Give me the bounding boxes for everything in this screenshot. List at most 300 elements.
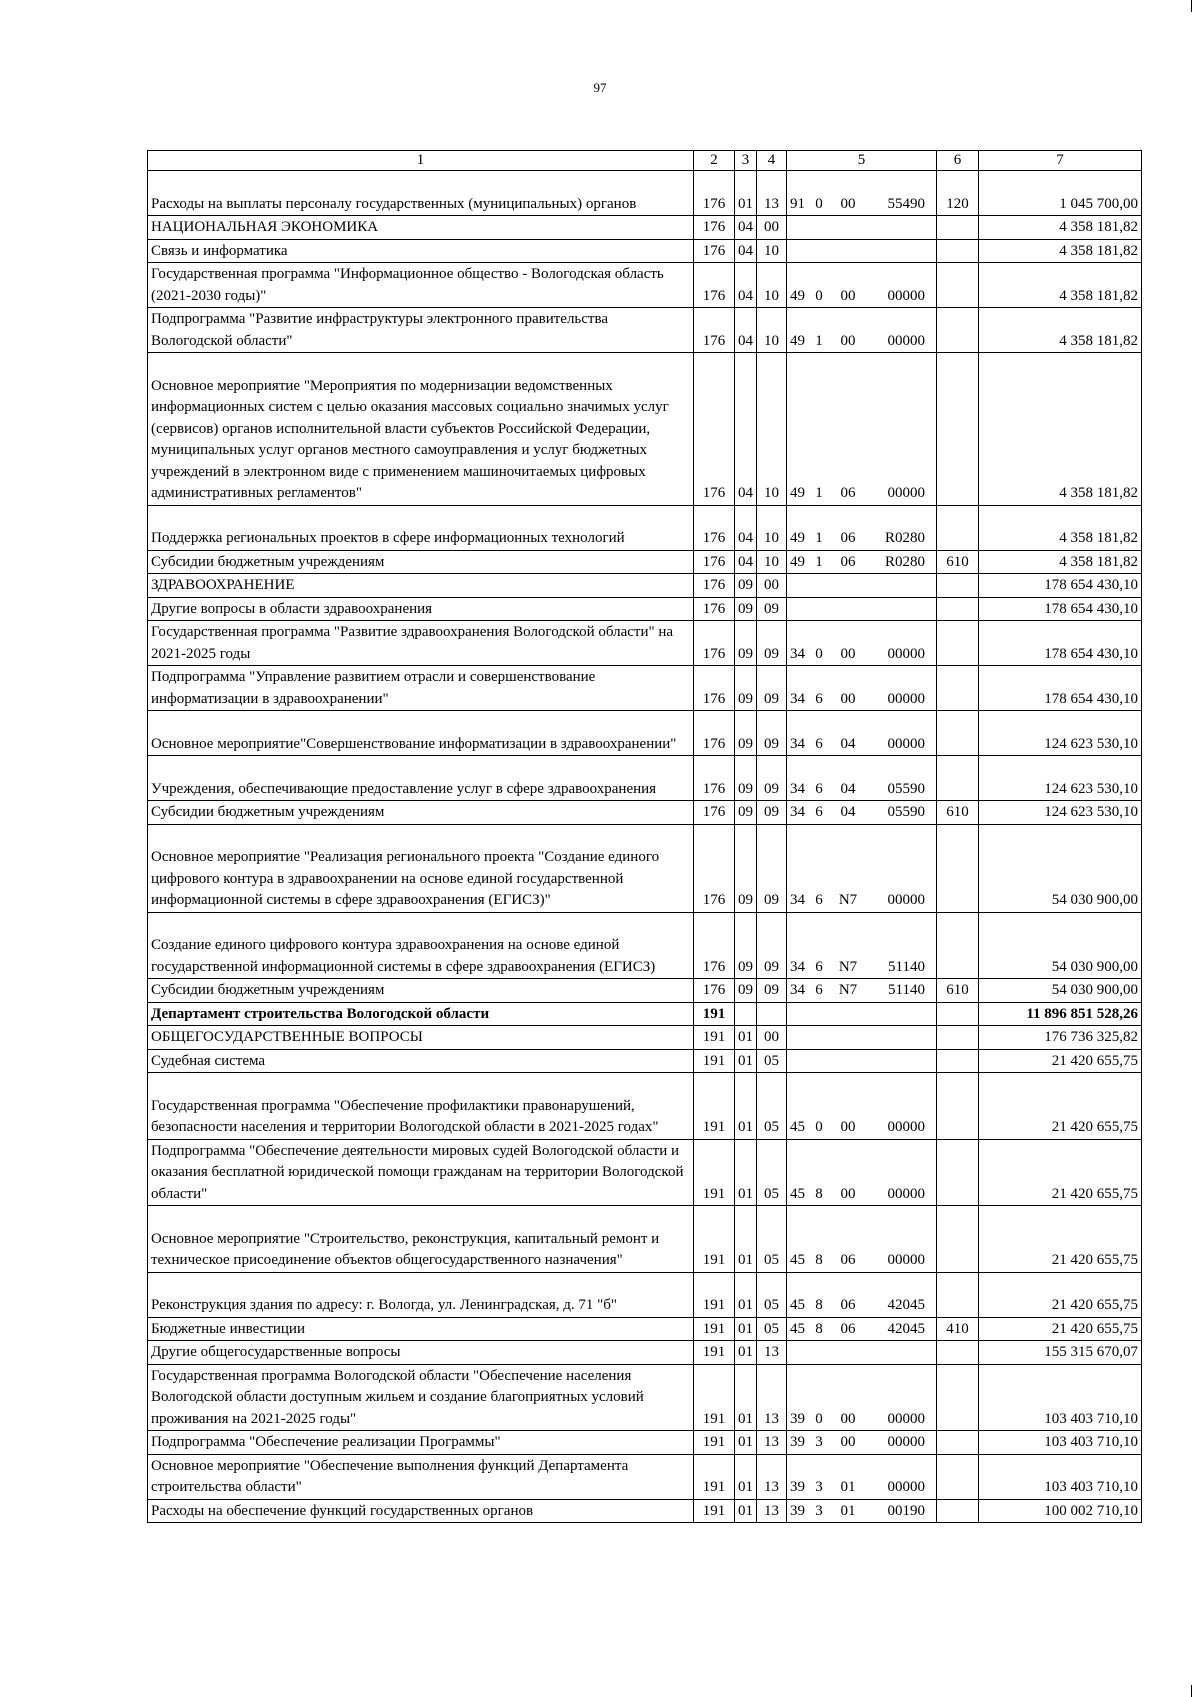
ved-code-cell: 176 <box>694 550 735 574</box>
expense-type-cell <box>937 353 979 506</box>
ved-code-cell: 176 <box>694 912 735 979</box>
subsection-code-cell: 10 <box>757 353 787 506</box>
amount-cell: 103 403 710,10 <box>979 1364 1142 1431</box>
target-article-code <box>790 483 933 505</box>
expense-type-cell <box>937 263 979 308</box>
target-article-code <box>790 980 933 1002</box>
table-row <box>148 711 1142 756</box>
target-article-code <box>790 1432 933 1454</box>
target-article-part: 00000 <box>887 332 925 349</box>
amount-cell: 124 623 530,10 <box>979 801 1142 825</box>
table-row <box>148 1499 1142 1523</box>
target-article-part: 1 <box>815 485 823 501</box>
expense-type-cell <box>937 912 979 979</box>
subsection-code-cell: 13 <box>757 1364 787 1431</box>
target-article-cell <box>787 1341 937 1365</box>
target-article-cell <box>787 1454 937 1499</box>
amount-cell: 21 420 655,75 <box>979 1049 1142 1073</box>
amount-cell: 21 420 655,75 <box>979 1272 1142 1317</box>
section-code-cell: 01 <box>735 1272 757 1317</box>
table-row <box>148 1073 1142 1140</box>
subsection-code-cell: 13 <box>757 1499 787 1523</box>
section-code-cell: 09 <box>735 621 757 666</box>
subsection-code-cell: 00 <box>757 574 787 598</box>
subsection-code-cell: 05 <box>757 1049 787 1073</box>
amount-cell: 176 736 325,82 <box>979 1026 1142 1050</box>
ved-code-cell: 176 <box>694 308 735 353</box>
target-article-part: 6 <box>815 804 823 820</box>
table-row <box>148 1272 1142 1317</box>
target-article-part: 00000 <box>887 485 925 501</box>
amount-cell: 178 654 430,10 <box>979 574 1142 598</box>
target-article-part: 45 <box>790 1119 805 1135</box>
amount-cell: 21 420 655,75 <box>979 1139 1142 1206</box>
target-article-code <box>790 1184 933 1206</box>
header-cell: 6 <box>937 151 979 171</box>
section-code-cell: 01 <box>735 1431 757 1455</box>
row-name-cell: Расходы на обеспечение функций государственных органов <box>148 1499 694 1523</box>
target-article-cell <box>787 711 937 756</box>
target-article-code <box>790 734 933 756</box>
target-article-cell <box>787 574 937 598</box>
expense-type-cell <box>937 1026 979 1050</box>
section-code-cell: 04 <box>735 505 757 550</box>
subsection-code-cell: 10 <box>757 550 787 574</box>
target-article-part: 49 <box>790 485 805 501</box>
target-article-part: 42045 <box>887 1320 925 1337</box>
ved-code-cell: 176 <box>694 666 735 711</box>
target-article-code <box>790 1319 933 1341</box>
ved-code-cell: 176 <box>694 353 735 506</box>
expense-type-cell <box>937 1341 979 1365</box>
target-article-cell <box>787 1272 937 1317</box>
expense-type-cell <box>937 1454 979 1499</box>
ved-code-cell: 191 <box>694 1026 735 1050</box>
target-article-part: 1 <box>815 553 823 570</box>
row-name-cell: Подпрограмма "Управление развитием отрасли и совершенствование информатизации в здравоохранении" <box>148 666 694 711</box>
header-cell: 3 <box>735 151 757 171</box>
target-article-code <box>790 802 933 824</box>
target-article-cell <box>787 216 937 240</box>
target-article-cell <box>787 912 937 979</box>
scan-edge-mark-bottom <box>1191 1685 1192 1697</box>
ved-code-cell: 191 <box>694 1049 735 1073</box>
row-name-cell: Государственная программа Вологодской области "Обеспечение населения Вологодской области доступным жильем и создание благоприятных условий проживания на 2021-2025 годы" <box>148 1364 694 1431</box>
target-article-part: 00000 <box>887 1185 925 1202</box>
target-article-part: 45 <box>790 1185 805 1202</box>
target-article-cell <box>787 621 937 666</box>
subsection-code-cell: 09 <box>757 621 787 666</box>
target-article-cell <box>787 1073 937 1140</box>
ved-code-cell: 176 <box>694 171 735 216</box>
expense-type-cell: 410 <box>937 1317 979 1341</box>
table-header-row <box>148 151 1142 171</box>
target-article-cell <box>787 1002 937 1026</box>
target-article-code <box>790 1501 933 1523</box>
target-article-cell <box>787 824 937 912</box>
ved-code-cell: 176 <box>694 824 735 912</box>
amount-cell: 100 002 710,10 <box>979 1499 1142 1523</box>
table-row <box>148 505 1142 550</box>
header-cell: 5 <box>787 151 937 171</box>
table-row <box>148 1431 1142 1455</box>
table-row <box>148 597 1142 621</box>
target-article-part: 00000 <box>887 1410 925 1427</box>
subsection-code-cell: 13 <box>757 1341 787 1365</box>
row-name-cell: Субсидии бюджетным учреждениям <box>148 801 694 825</box>
row-name-cell: Основное мероприятие "Обеспечение выполнения функций Департамента строительства области" <box>148 1454 694 1499</box>
target-article-code <box>790 1409 933 1431</box>
header-cell: 7 <box>979 151 1142 171</box>
section-code-cell: 09 <box>735 824 757 912</box>
target-article-part: 8 <box>815 1320 823 1337</box>
target-article-part: 91 <box>790 195 805 212</box>
target-article-code <box>790 552 933 574</box>
section-code-cell: 01 <box>735 1341 757 1365</box>
target-article-part: 00000 <box>887 1252 925 1268</box>
target-article-cell <box>787 1049 937 1073</box>
expense-type-cell: 610 <box>937 550 979 574</box>
target-article-part: 34 <box>790 804 805 820</box>
table-row <box>148 550 1142 574</box>
row-name-cell: Подпрограмма "Развитие инфраструктуры электронного правительства Вологодской области" <box>148 308 694 353</box>
table-row <box>148 1341 1142 1365</box>
row-name-cell: НАЦИОНАЛЬНАЯ ЭКОНОМИКА <box>148 216 694 240</box>
row-name-cell: ЗДРАВООХРАНЕНИЕ <box>148 574 694 598</box>
target-article-cell <box>787 550 937 574</box>
section-code-cell: 01 <box>735 1499 757 1523</box>
expense-type-cell <box>937 597 979 621</box>
section-code-cell: 04 <box>735 550 757 574</box>
target-article-part: 6 <box>815 735 823 752</box>
target-article-part: 00190 <box>887 1502 925 1519</box>
amount-cell: 1 045 700,00 <box>979 171 1142 216</box>
target-article-code <box>790 1117 933 1139</box>
target-article-cell <box>787 308 937 353</box>
ved-code-cell: 176 <box>694 621 735 666</box>
amount-cell: 155 315 670,07 <box>979 1341 1142 1365</box>
expense-type-cell <box>937 308 979 353</box>
target-article-part: 0 <box>815 287 823 304</box>
section-code-cell: 01 <box>735 1454 757 1499</box>
row-name-cell: Поддержка региональных проектов в сфере информационных технологий <box>148 505 694 550</box>
target-article-part: 04 <box>840 735 856 752</box>
table-row <box>148 1049 1142 1073</box>
subsection-code-cell <box>757 1002 787 1026</box>
table-row <box>148 756 1142 801</box>
target-article-part: 39 <box>790 1410 805 1427</box>
target-article-part: 34 <box>790 892 805 908</box>
table-row <box>148 216 1142 240</box>
ved-code-cell: 176 <box>694 239 735 263</box>
target-article-cell <box>787 1499 937 1523</box>
target-article-part: 45 <box>790 1297 805 1313</box>
expense-type-cell <box>937 1364 979 1431</box>
subsection-code-cell: 10 <box>757 263 787 308</box>
row-name-cell: Государственная программа "Информационное общество - Вологодская область (2021-2030 годы)" <box>148 263 694 308</box>
amount-cell: 103 403 710,10 <box>979 1454 1142 1499</box>
table-row <box>148 574 1142 598</box>
expense-type-cell <box>937 216 979 240</box>
amount-cell: 21 420 655,75 <box>979 1206 1142 1273</box>
section-code-cell <box>735 1002 757 1026</box>
target-article-part: 39 <box>790 1502 805 1519</box>
target-article-code <box>790 528 933 550</box>
amount-cell: 4 358 181,82 <box>979 239 1142 263</box>
table-row <box>148 912 1142 979</box>
target-article-part: 06 <box>840 485 856 501</box>
row-name-cell: Субсидии бюджетным учреждениям <box>148 550 694 574</box>
target-article-part: 49 <box>790 332 805 349</box>
target-article-cell <box>787 263 937 308</box>
target-article-part: 00 <box>840 690 856 707</box>
expense-type-cell <box>937 1431 979 1455</box>
target-article-cell <box>787 1139 937 1206</box>
expense-type-cell <box>937 756 979 801</box>
target-article-cell <box>787 801 937 825</box>
table-row <box>148 308 1142 353</box>
target-article-part: 00 <box>840 195 856 212</box>
target-article-part: 3 <box>815 1434 823 1450</box>
row-name-cell: Основное мероприятие "Реализация регионального проекта "Создание единого цифрового контура в здравоохранении на основе единой государственной информационной системы в сфере здравоохранения (ЕГИСЗ)" <box>148 824 694 912</box>
section-code-cell: 01 <box>735 171 757 216</box>
target-article-part: 06 <box>840 530 856 546</box>
section-code-cell: 09 <box>735 711 757 756</box>
target-article-part: 00000 <box>887 1479 925 1495</box>
target-article-code <box>790 286 933 308</box>
amount-cell: 11 896 851 528,26 <box>979 1002 1142 1026</box>
target-article-code <box>790 1250 933 1272</box>
table-row <box>148 1364 1142 1431</box>
section-code-cell: 01 <box>735 1364 757 1431</box>
target-article-part: 3 <box>815 1502 823 1519</box>
target-article-cell <box>787 505 937 550</box>
header-cell: 2 <box>694 151 735 171</box>
expense-type-cell <box>937 1049 979 1073</box>
ved-code-cell: 176 <box>694 263 735 308</box>
section-code-cell: 04 <box>735 353 757 506</box>
subsection-code-cell: 13 <box>757 1454 787 1499</box>
target-article-part: 05590 <box>887 804 925 820</box>
row-name-cell: Бюджетные инвестиции <box>148 1317 694 1341</box>
target-article-part: 04 <box>840 804 856 820</box>
target-article-cell <box>787 239 937 263</box>
target-article-part: 34 <box>790 780 805 797</box>
target-article-cell <box>787 1206 937 1273</box>
ved-code-cell: 191 <box>694 1317 735 1341</box>
section-code-cell: 01 <box>735 1139 757 1206</box>
row-name-cell: Расходы на выплаты персоналу государственных (муниципальных) органов <box>148 171 694 216</box>
subsection-code-cell: 10 <box>757 308 787 353</box>
ved-code-cell: 191 <box>694 1002 735 1026</box>
row-name-cell: Другие вопросы в области здравоохранения <box>148 597 694 621</box>
subsection-code-cell: 09 <box>757 824 787 912</box>
target-article-code <box>790 957 933 979</box>
ved-code-cell: 176 <box>694 505 735 550</box>
table-row <box>148 621 1142 666</box>
row-name-cell: Государственная программа "Обеспечение профилактики правонарушений, безопасности населения и территории Вологодской области в 2021-2025 годах" <box>148 1073 694 1140</box>
target-article-cell <box>787 1364 937 1431</box>
target-article-part: 34 <box>790 735 805 752</box>
target-article-part: 06 <box>840 1297 856 1313</box>
section-code-cell: 09 <box>735 756 757 801</box>
expense-type-cell: 610 <box>937 801 979 825</box>
subsection-code-cell: 10 <box>757 505 787 550</box>
expense-type-cell: 610 <box>937 979 979 1003</box>
amount-cell: 178 654 430,10 <box>979 666 1142 711</box>
target-article-part: 04 <box>840 780 856 797</box>
subsection-code-cell: 00 <box>757 1026 787 1050</box>
page-number: 97 <box>593 80 607 95</box>
row-name-cell: Создание единого цифрового контура здравоохранения на основе единой государственной информационной системы в сфере здравоохранения (ЕГИСЗ) <box>148 912 694 979</box>
section-code-cell: 01 <box>735 1026 757 1050</box>
subsection-code-cell: 05 <box>757 1206 787 1273</box>
target-article-part: 45 <box>790 1252 805 1268</box>
subsection-code-cell: 10 <box>757 239 787 263</box>
table-row <box>148 979 1142 1003</box>
target-article-code <box>790 689 933 711</box>
table-row <box>148 1454 1142 1499</box>
expense-type-cell <box>937 666 979 711</box>
target-article-part: 00000 <box>887 892 925 908</box>
amount-cell: 4 358 181,82 <box>979 216 1142 240</box>
amount-cell: 103 403 710,10 <box>979 1431 1142 1455</box>
target-article-part: 06 <box>840 553 856 570</box>
target-article-part: 55490 <box>887 195 925 212</box>
expense-type-cell: 120 <box>937 171 979 216</box>
subsection-code-cell: 09 <box>757 912 787 979</box>
ved-code-cell: 191 <box>694 1341 735 1365</box>
target-article-code <box>790 890 933 912</box>
target-article-part: 34 <box>790 958 805 975</box>
ved-code-cell: 176 <box>694 597 735 621</box>
table-row <box>148 666 1142 711</box>
row-name-cell: Учреждения, обеспечивающие предоставление услуг в сфере здравоохранения <box>148 756 694 801</box>
target-article-part: R0280 <box>884 553 925 570</box>
section-code-cell: 01 <box>735 1206 757 1273</box>
target-article-cell <box>787 1317 937 1341</box>
target-article-part: 00000 <box>887 1434 925 1450</box>
target-article-part: 6 <box>815 780 823 797</box>
subsection-code-cell: 09 <box>757 756 787 801</box>
expense-type-cell <box>937 824 979 912</box>
target-article-part: 05590 <box>887 780 925 797</box>
row-name-cell: Государственная программа "Развитие здравоохранения Вологодской области" на 2021-2025 годы <box>148 621 694 666</box>
target-article-cell <box>787 1026 937 1050</box>
target-article-part: R0280 <box>884 530 925 546</box>
subsection-code-cell: 13 <box>757 171 787 216</box>
target-article-part: 34 <box>790 690 805 707</box>
amount-cell: 4 358 181,82 <box>979 353 1142 506</box>
target-article-part: 1 <box>815 332 823 349</box>
ved-code-cell: 191 <box>694 1431 735 1455</box>
target-article-part: 00 <box>840 287 856 304</box>
target-article-part: 3 <box>815 1479 823 1495</box>
target-article-part: 6 <box>815 982 823 998</box>
target-article-cell <box>787 1431 937 1455</box>
section-code-cell: 01 <box>735 1317 757 1341</box>
scan-edge-mark-top <box>1191 0 1192 12</box>
amount-cell: 124 623 530,10 <box>979 756 1142 801</box>
target-article-part: 00 <box>840 332 856 349</box>
table-row <box>148 1317 1142 1341</box>
target-article-part: 51140 <box>888 982 925 998</box>
expense-type-cell <box>937 621 979 666</box>
expense-type-cell <box>937 1002 979 1026</box>
target-article-part: 6 <box>815 892 823 908</box>
amount-cell: 21 420 655,75 <box>979 1073 1142 1140</box>
ved-code-cell: 191 <box>694 1364 735 1431</box>
target-article-part: N7 <box>838 982 858 998</box>
subsection-code-cell: 05 <box>757 1073 787 1140</box>
row-name-cell: Основное мероприятие"Совершенствование информатизации в здравоохранении" <box>148 711 694 756</box>
expense-type-cell <box>937 711 979 756</box>
target-article-part: 0 <box>815 1119 823 1135</box>
amount-cell: 21 420 655,75 <box>979 1317 1142 1341</box>
subsection-code-cell: 09 <box>757 597 787 621</box>
amount-cell: 178 654 430,10 <box>979 597 1142 621</box>
target-article-part: 00000 <box>887 735 925 752</box>
table-row <box>148 353 1142 506</box>
header-cell: 4 <box>757 151 787 171</box>
section-code-cell: 04 <box>735 263 757 308</box>
target-article-part: 39 <box>790 1434 805 1450</box>
subsection-code-cell: 09 <box>757 801 787 825</box>
subsection-code-cell: 05 <box>757 1139 787 1206</box>
subsection-code-cell: 09 <box>757 979 787 1003</box>
target-article-part: 8 <box>815 1185 823 1202</box>
target-article-part: 8 <box>815 1252 823 1268</box>
target-article-part: N7 <box>838 892 858 908</box>
section-code-cell: 09 <box>735 801 757 825</box>
target-article-part: 00 <box>840 1410 856 1427</box>
amount-cell: 4 358 181,82 <box>979 308 1142 353</box>
target-article-part: 06 <box>840 1252 856 1268</box>
ved-code-cell: 191 <box>694 1454 735 1499</box>
target-article-part: 00000 <box>887 1119 925 1135</box>
section-code-cell: 01 <box>735 1049 757 1073</box>
target-article-part: 0 <box>815 645 823 662</box>
target-article-part: 00 <box>840 1185 856 1202</box>
amount-cell: 178 654 430,10 <box>979 621 1142 666</box>
target-article-code <box>790 1295 933 1317</box>
target-article-part: 45 <box>790 1320 805 1337</box>
section-code-cell: 04 <box>735 308 757 353</box>
target-article-part: 34 <box>790 645 805 662</box>
target-article-part: 34 <box>790 982 805 998</box>
target-article-cell <box>787 171 937 216</box>
target-article-part: 39 <box>790 1479 805 1495</box>
target-article-part: 06 <box>840 1320 856 1337</box>
expense-type-cell <box>937 1499 979 1523</box>
row-name-cell: Основное мероприятие "Мероприятия по модернизации ведомственных информационных систем с целью оказания массовых социально значимых услуг (сервисов) органов исполнительной власти субъектов Российской Федерации, муниципальных услуг органов местного самоуправления и услуг бюджетных учреждений в электронном виде с применением машиночитаемых цифровых административных регламентов" <box>148 353 694 506</box>
ved-code-cell: 191 <box>694 1206 735 1273</box>
table-row <box>148 1206 1142 1273</box>
subsection-code-cell: 13 <box>757 1431 787 1455</box>
expense-type-cell <box>937 1139 979 1206</box>
section-code-cell: 01 <box>735 1073 757 1140</box>
subsection-code-cell: 05 <box>757 1272 787 1317</box>
row-name-cell: Подпрограмма "Обеспечение реализации Программы" <box>148 1431 694 1455</box>
row-name-cell: Субсидии бюджетным учреждениям <box>148 979 694 1003</box>
target-article-code <box>790 1477 933 1499</box>
ved-code-cell: 176 <box>694 711 735 756</box>
target-article-part: 00000 <box>887 645 925 662</box>
subsection-code-cell: 09 <box>757 666 787 711</box>
row-name-cell: Связь и информатика <box>148 239 694 263</box>
target-article-part: 00000 <box>887 690 925 707</box>
section-code-cell: 09 <box>735 666 757 711</box>
